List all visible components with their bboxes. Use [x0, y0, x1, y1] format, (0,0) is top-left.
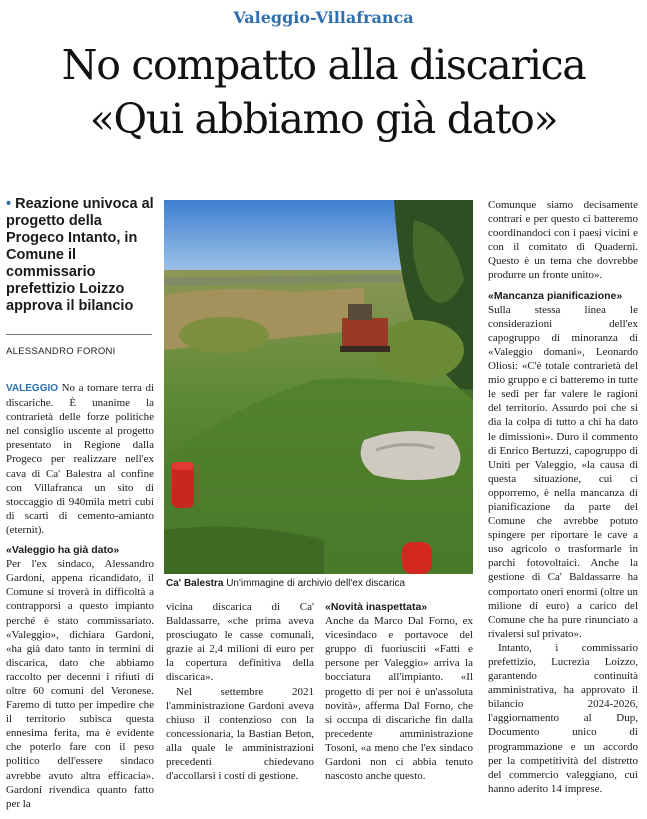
paragraph: Intanto, i commissario prefettizio, Lucrezia Loizzo, garantendo continuità amministrativa, ha approvato il bilancio 2024-2026, l'aggiornamento al Dup, Documento unico di programmazione e un accordo per la competitività del distretto del commercio valeggiano, cui hanno aderito 14 imprese. [488, 641, 638, 795]
byline: ALESSANDRO FORONI [6, 346, 116, 357]
summary-divider [6, 334, 152, 335]
article-column-left [6, 381, 154, 811]
section-kicker: Valeggio-Villafranca [233, 8, 414, 27]
paragraph: Sulla stessa linea le considerazioni dell'ex capogruppo di minoranza di «Valeggio domani», Leonardo Oliosi: «C'è totale contrarietà del mio gruppo e ci batteremo in tutte le sedi per far valere le ragioni del territorio. Assurdo poi che si dia la colpa di tutto a chi ha dato le dimissioni». Duro il commento di Enrico Bertuzzi, capogruppo di Uniti per Valeggio, «la causa di questa situazione, cui ci opporremo, è nella mancanza di pianificazione da parte del Comune che avrebbe potuto spingere per riportare le cave a uso agricolo o trasformarle in parchi fotovoltaici. Anche la gestione di Ca' Baldassarre ha comportato oneri enormi (oltre un milione di euro) a carico del Comune che ha pure rinunciato a rivalersi sul privato». [488, 303, 638, 640]
paragraph: Anche da Marco Dal Forno, ex vicesindaco e portavoce del gruppo di fuoriusciti «Fatti e persone per Valeggio» arriva la bocciatura all'impianto. «Il progetto di per noi è un'assoluta novità», afferma Dal Forno, che si occupa di discariche fin dalla precedente amministrazione Tosoni, «a meno che l'ex sindaco Gardoni non ci abbia tenuto nascosto anche questo. [325, 615, 473, 783]
caption-text: Un'immagine di archivio dell'ex discarica [226, 578, 406, 589]
paragraph: Per l'ex sindaco, Alessandro Gardoni, appena ricandidato, il Comune si troverà in difficoltà a contrapporsi a questo impianto perché è stato commissariato. «Valeggio», dichiara Gardoni, «ha già dato tanto in termini di discarica, dato che abbiamo raccolto per decenni i rifiuti di oltre 60 comuni del Veronese. Faremo di tutto per impedire che il territorio subisca questa ennesima ferita, ma è evidente che poterlo fare con il peso politico dell'essere sindaco avrebbe avuto altra efficacia». Gardoni rivendica quanto fatto per la [6, 558, 154, 810]
article-column-mid-1 [166, 600, 314, 783]
article-column-mid-2 [325, 600, 473, 783]
subhead-pianificazione: «Mancanza pianificazione» [488, 289, 623, 302]
headline-line-1: No compatto alla discarica [61, 41, 586, 89]
paragraph: Nel settembre 2021 l'amministrazione Gardoni aveva chiuso il contenzioso con la concessionaria, la Bastian Beton, alla quale le amministrazioni precedenti chiedevano d'accollarsi i costi di gestione. [166, 685, 314, 783]
dateline: VALEGGIO [6, 383, 59, 394]
paragraph: Comunque siamo decisamente contrari e per questo ci batteremo coordinandoci con i paesi vicini e con il comitato di Quaderni. Questo è un tema che dovrebbe produrre un fronte unito». [488, 199, 638, 282]
caption-label: Ca' Balestra [166, 578, 224, 589]
summary-bullet: • [6, 196, 12, 212]
article-photo [164, 200, 473, 574]
lead-text: No a tornare terra di discariche. È unanime la contrarietà delle forze politiche nel consiglio uscente al progetto presentato in Regione dalla Progeco per realizzare nell'ex cava di Ca' Balestra al confine con Villafranca un sito di stoccaggio di 940mila metri cubi di scarti di cemento-amianto (eternit). [6, 382, 154, 536]
paragraph: vicina discarica di Ca' Baldassarre, «che prima aveva prosciugato le casse comunali, grazie ai 2,4 milioni di euro per la copertura definitiva della discarica». [166, 601, 314, 684]
summary-text: Reazione univoca al progetto della Progeco Intanto, in Comune il commissario prefettizio Loizzo approva il bilancio [6, 196, 154, 314]
subhead-valeggio: «Valeggio ha già dato» [6, 544, 120, 557]
headline-line-2: «Qui abbiamo già dato» [89, 95, 558, 143]
subhead-novita: «Novità inaspettata» [325, 601, 428, 613]
article-column-right [488, 198, 638, 796]
landfill-photo-illustration [164, 200, 473, 574]
article-summary [6, 196, 156, 315]
photo-caption [166, 578, 473, 589]
lead-paragraph [6, 381, 154, 537]
